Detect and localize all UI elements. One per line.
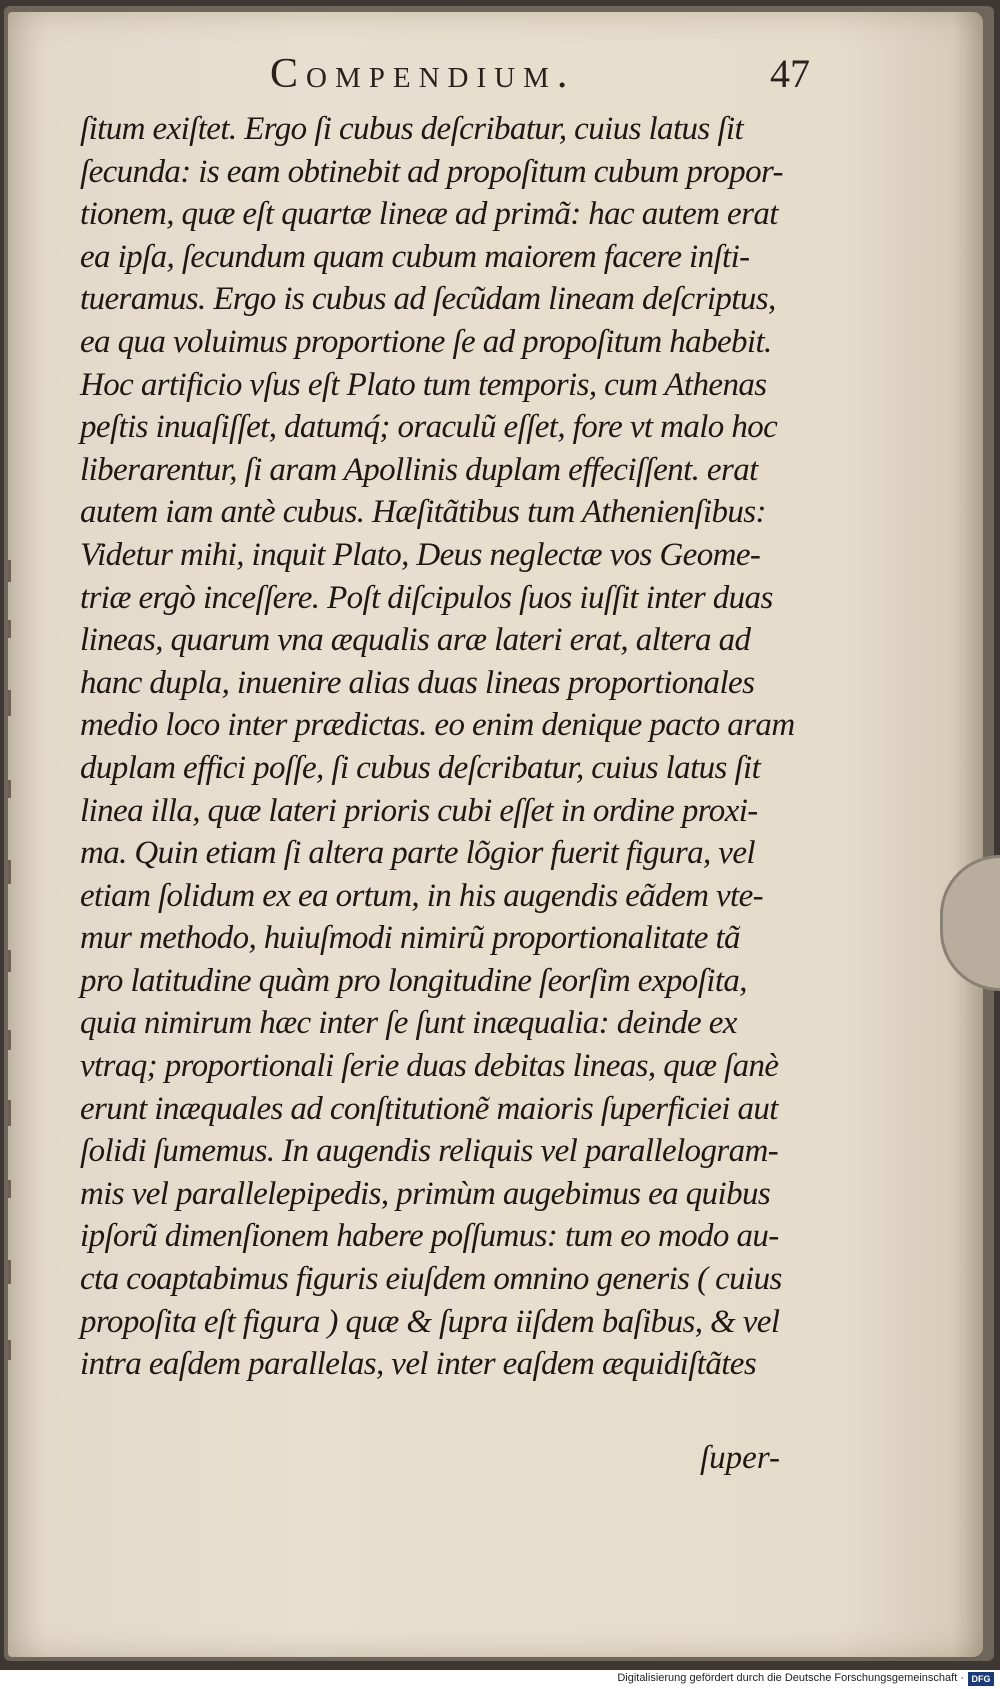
text-line: tueramus. Ergo is cubus ad ſecũdam lineam deſcriptus, — [80, 281, 776, 318]
running-title: Compendium. — [270, 51, 576, 97]
text-line: erunt inæquales ad conſtitutionẽ maioris ſuperficiei aut — [80, 1090, 778, 1127]
text-line: ſolidi ſumemus. In augendis reliquis vel parallelogram- — [80, 1133, 779, 1170]
text-line: ſitum exiſtet. Ergo ſi cubus deſcribatur, cuius latus ſit — [80, 111, 744, 147]
text-line: pro latitudine quàm pro longitudine ſeorſim expoſita, — [80, 962, 747, 999]
text-line: mis vel parallelepipedis, primùm augebimus ea quibus — [80, 1175, 771, 1212]
catchword: ſuper- — [700, 1440, 780, 1476]
text-line: triæ ergò inceſſere. Poſt diſcipulos ſuos iuſſit inter duas — [80, 579, 773, 616]
text-line: vtraq; proportionali ſerie duas debitas lineas, quæ ſanè — [80, 1048, 779, 1085]
digitization-credit: Digitalisierung gefördert durch die Deutsche Forschungsgemeinschaft · — [617, 1672, 964, 1684]
text-line: Hoc artificio vſus eſt Plato tum temporis, cum Athenas — [80, 366, 767, 403]
text-line: Videtur mihi, inquit Plato, Deus neglectæ vos Geome- — [80, 536, 761, 573]
body-text — [80, 108, 840, 1386]
text-line: tionem, quæ eſt quartæ lineæ ad primã: hac autem erat — [80, 196, 778, 233]
text-line: intra eaſdem parallelas, vel inter eaſdem æquidiſtãtes — [80, 1346, 757, 1383]
text-line: medio loco inter prædictas. eo enim denique pacto aram — [80, 707, 795, 744]
text-line: peſtis inuaſiſſet, datumq́; oraculũ eſſet, fore vt malo hoc — [80, 409, 778, 446]
dfg-logo: DFG — [968, 1672, 994, 1686]
text-line: autem iam antè cubus. Hæſitãtibus tum Athenienſibus: — [80, 494, 766, 531]
text-line: propoſita eſt figura ) quæ & ſupra iiſdem baſibus, & vel — [80, 1303, 780, 1340]
text-line: ea ipſa, ſecundum quam cubum maiorem facere inſti- — [80, 238, 750, 275]
text-line: etiam ſolidum ex ea ortum, in his augendis eãdem vte- — [80, 877, 764, 914]
text-line: ma. Quin etiam ſi altera parte lõgior fuerit figura, vel — [80, 835, 755, 872]
text-line: mur methodo, huiuſmodi nimirũ proportionalitate tã — [80, 920, 740, 957]
text-line: liberarentur, ſi aram Apollinis duplam effeciſſent. erat — [80, 451, 758, 488]
text-line: quia nimirum hæc inter ſe ſunt inæqualia: deinde ex — [80, 1005, 737, 1042]
page-header — [270, 50, 830, 110]
text-line: duplam effici poſſe, ſi cubus deſcribatur, cuius latus ſit — [80, 749, 761, 786]
text-line: cta coaptabimus figuris eiuſdem omnino generis ( cuius — [80, 1261, 782, 1298]
text-line: ea qua voluimus proportione ſe ad propoſitum habebit. — [80, 323, 772, 360]
text-line: lineas, quarum vna æqualis aræ lateri erat, altera ad — [80, 622, 751, 659]
text-line: ipſorũ dimenſionem habere poſſumus: tum eo modo au- — [80, 1218, 779, 1255]
text-line: hanc dupla, inuenire alias duas lineas proportionales — [80, 664, 755, 701]
page-number: 47 — [770, 51, 810, 96]
text-line: linea illa, quæ lateri prioris cubi eſſet in ordine proxi- — [80, 792, 758, 829]
margin-marks — [8, 560, 20, 1460]
text-line: ſecunda: is eam obtinebit ad propoſitum cubum propor- — [80, 153, 783, 190]
